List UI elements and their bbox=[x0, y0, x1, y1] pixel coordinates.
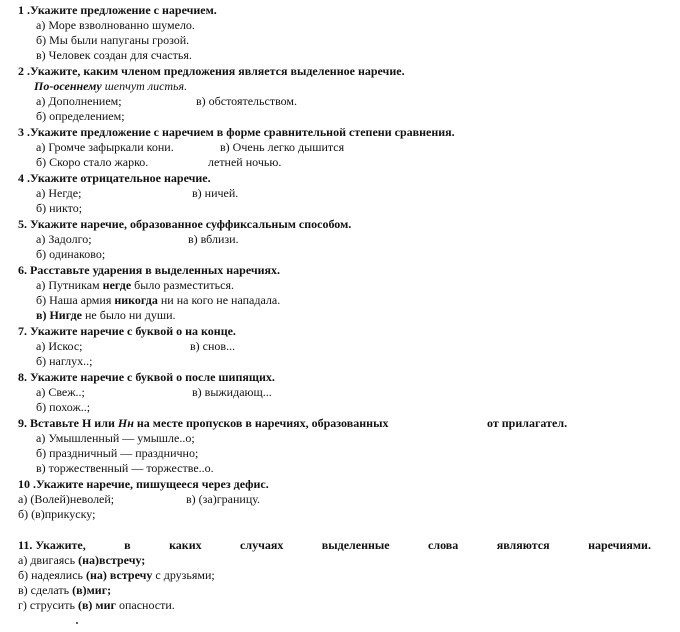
question-11-title bbox=[18, 538, 651, 553]
question-3-option-c: в) Очень легко дышится bbox=[220, 140, 345, 154]
sentence-rest: шепчут листья. bbox=[101, 79, 188, 93]
question-6-option-c bbox=[36, 308, 176, 323]
title-word: выделенные bbox=[321, 538, 390, 552]
question-11-option-d bbox=[18, 598, 175, 613]
question-9-option-a: а) Умышленный — умышле..о; bbox=[36, 431, 195, 445]
question-2-sentence bbox=[34, 79, 187, 94]
option-text: б) надеялись bbox=[18, 568, 87, 582]
highlighted-adverb: никогда bbox=[114, 293, 158, 307]
question-2-option-c: в) обстоятельством. bbox=[196, 94, 298, 108]
question-2-option-b: б) определением; bbox=[36, 109, 125, 123]
question-10-option-a: а) (Волей)неволей; bbox=[18, 492, 115, 506]
title-word: каких bbox=[169, 538, 202, 552]
option-text: не было ни души. bbox=[81, 308, 176, 322]
question-10-option-c: в) (за)границу. bbox=[186, 492, 261, 506]
question-3-option-a: а) Громче зафыркали кони. bbox=[36, 140, 174, 154]
highlighted-adverb: в) Нигде bbox=[36, 308, 82, 322]
question-6-option-b bbox=[36, 293, 280, 308]
title-word: наречиями. bbox=[588, 538, 651, 552]
option-text: опасности. bbox=[115, 598, 175, 612]
question-9-title bbox=[18, 416, 388, 431]
highlighted-word: (в) миг bbox=[77, 598, 116, 612]
question-8-option-a: а) Свеж..; bbox=[36, 385, 85, 399]
question-11-option-c bbox=[18, 583, 111, 598]
highlighted-adverb: По-осеннему bbox=[34, 79, 102, 93]
highlighted-adverb: негде bbox=[102, 278, 132, 292]
title-word: в bbox=[124, 538, 131, 552]
title-word: слова bbox=[428, 538, 459, 552]
question-6-option-a bbox=[36, 278, 234, 293]
question-7-option-b: б) наглух..; bbox=[36, 354, 93, 368]
option-text: ни на кого не нападала. bbox=[157, 293, 281, 307]
question-8-title: 8. Укажите наречие с буквой о после шипящих. bbox=[18, 370, 275, 384]
question-1-title: 1 .Укажите предложение с наречием. bbox=[18, 3, 217, 17]
question-8-option-b: б) похож..; bbox=[36, 400, 91, 414]
question-5-option-c: в) вблизи. bbox=[188, 232, 239, 246]
question-9-title-tail: от прилагател. bbox=[487, 416, 568, 430]
option-text: б) Наша армия bbox=[36, 293, 115, 307]
stray-dot bbox=[76, 622, 78, 624]
question-10-title: 10 .Укажите наречие, пишущееся через дефис. bbox=[18, 477, 269, 491]
title-word: 11. Укажите, bbox=[18, 538, 86, 552]
question-1-option-a: а) Море взволнованно шумело. bbox=[36, 18, 195, 32]
question-3-option-c-continuation: летней ночью. bbox=[208, 155, 282, 169]
question-11-option-b bbox=[18, 568, 215, 583]
question-7-option-c: в) снов... bbox=[190, 339, 236, 353]
question-9-option-c: в) торжественный — торжестве..о. bbox=[36, 461, 214, 475]
highlighted-word: (на) встречу bbox=[86, 568, 153, 582]
title-italic: Нн bbox=[117, 416, 134, 430]
question-11-option-a bbox=[18, 553, 145, 568]
question-3-title: 3 .Укажите предложение с наречием в форме сравнительной степени сравнения. bbox=[18, 125, 455, 139]
question-5-option-b: б) одинаково; bbox=[36, 247, 106, 261]
option-text: а) двигаясь bbox=[18, 553, 79, 567]
question-7-title: 7. Укажите наречие с буквой о на конце. bbox=[18, 324, 236, 338]
question-2-title: 2 .Укажите, каким членом предложения является выделенное наречие. bbox=[18, 64, 405, 78]
question-2-option-a: а) Дополнением; bbox=[36, 94, 122, 108]
question-1-option-b: б) Мы были напуганы грозой. bbox=[36, 33, 190, 47]
question-4-option-b: б) никто; bbox=[36, 201, 83, 215]
question-5-option-a: а) Задолго; bbox=[36, 232, 92, 246]
question-3-option-b: б) Скоро стало жарко. bbox=[36, 155, 149, 169]
question-4-title: 4 .Укажите отрицательное наречие. bbox=[18, 171, 211, 185]
option-text: в) сделать bbox=[18, 583, 73, 597]
option-text: г) струсить bbox=[18, 598, 78, 612]
question-6-title: 6. Расставьте ударения в выделенных наречиях. bbox=[18, 263, 281, 277]
question-8-option-c: в) выжидающ... bbox=[192, 385, 272, 399]
question-9-option-b: б) праздничный — празднично; bbox=[36, 446, 199, 460]
title-word: являются bbox=[496, 538, 550, 552]
question-7-option-a: а) Искос; bbox=[36, 339, 83, 353]
option-text: было разместиться. bbox=[131, 278, 234, 292]
title-text: 9. Вставьте Н или bbox=[18, 416, 118, 430]
question-5-title: 5. Укажите наречие, образованное суффиксальным способом. bbox=[18, 217, 352, 231]
option-text: с друзьями; bbox=[152, 568, 215, 582]
highlighted-word: (на)встречу; bbox=[78, 553, 146, 567]
question-4-option-a: а) Негде; bbox=[36, 186, 82, 200]
question-4-option-c: в) ничей. bbox=[192, 186, 239, 200]
question-1-option-c: в) Человек создан для счастья. bbox=[36, 48, 192, 62]
option-text: а) Путникам bbox=[36, 278, 103, 292]
title-text: на месте пропусков в наречиях, образованных bbox=[133, 416, 389, 430]
question-10-option-b: б) (в)прикуску; bbox=[18, 507, 96, 521]
highlighted-word: (в)миг; bbox=[72, 583, 112, 597]
title-word: случаях bbox=[240, 538, 284, 552]
